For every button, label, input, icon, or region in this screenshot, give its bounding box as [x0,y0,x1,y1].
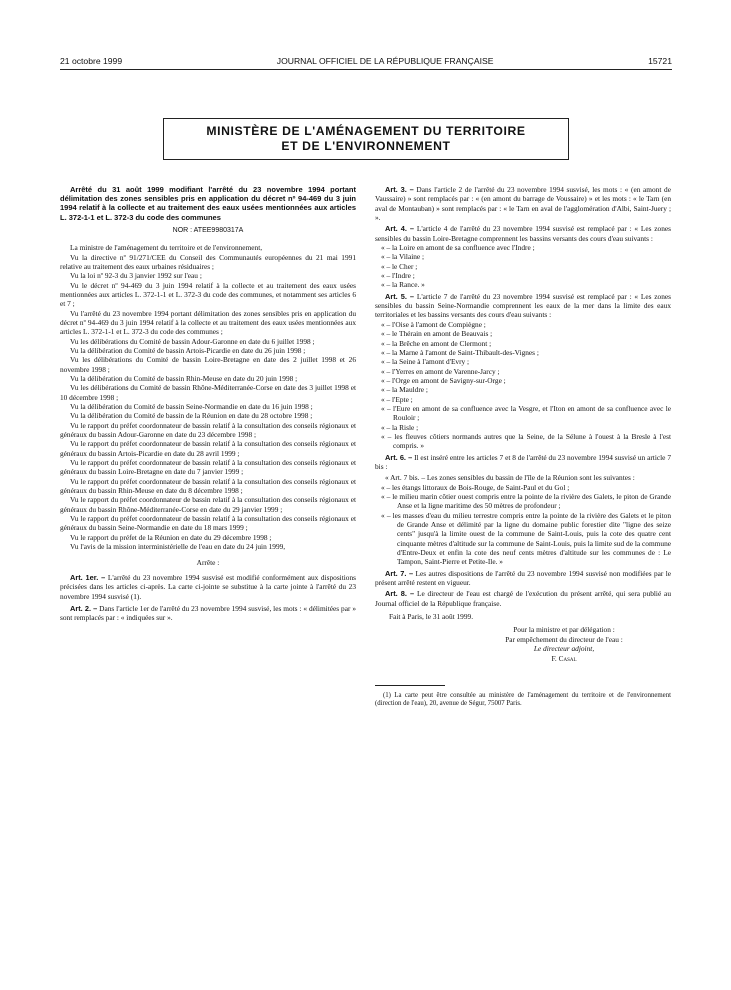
visa-paragraph: La ministre de l'aménagement du territoire et de l'environnement, [70,243,263,253]
list-item: « – l'Yerres en amont de Varenne-Jarcy ; [381,366,500,376]
article-3-text: Dans l'article 2 de l'arrêté du 23 novembre 1994 susvisé, les mots : « (en amont de Vaussaire) » sont remplacés par : « (en amont du barrage de Voussaire) » et les mots : « le Tarn (en aval de Montauban) » sont remplacés par : « le Tarn en aval de l'agglomération d'Albi, Saint-Juery ; ». [375,185,671,223]
article-2-label: Art. 2. – [70,603,98,613]
signature-block [375,625,671,662]
article-6 [375,453,671,472]
list-item: « – les fleuves côtiers normands autres que la Seine, de la Sélune à l'ouest à la Bresle à l'est compris. » [381,431,671,451]
list-item: « – la Rance. » [381,280,425,290]
visa-paragraph: Vu le rapport du préfet coordonnateur de bassin relatif à la consultation des conseils régionaux et généraux du bassin Rhône-Méditerranée-Corse en date du 29 janvier 1999 ; [60,495,356,514]
decree-title: Arrêté du 31 août 1999 modifiant l'arrêté du 23 novembre 1994 portant délimitation des zones sensibles pris en application du décret nº 94-469 du 3 juin 1994 relatif à la collecte et au traitement des eaux usées mentionnées aux articles L. 372-1-1 et L. 372-3 du code des communes [60,185,356,222]
signature-place-date: Fait à Paris, le 31 août 1999. [389,612,474,622]
article-7-text: Les autres dispositions de l'arrêté du 23 novembre 1994 susvisé non modifiées par le présent arrêté restent en vigueur. [375,568,671,588]
signature-line-2: Par empêchement du directeur de l'eau : [505,634,623,644]
list-item: « – la Risle ; [381,422,419,432]
visa-paragraph: Vu la délibération du Comité de bassin Seine-Normandie en date du 16 juin 1998 ; [70,402,313,411]
visa-paragraph: Vu le rapport du préfet de la Réunion en date du 29 décembre 1998 ; [70,532,272,542]
right-column [375,185,671,709]
list-item: « – la Mauldre ; [381,385,428,395]
visa-paragraph: Vu la délibération du Comité de bassin Rhin-Meuse en date du 20 juin 1998 ; [70,373,298,383]
article-5-label: Art. 5. – [385,291,415,301]
list-item: « – l'Eure en amont de sa confluence avec la Vesgre, et l'Iton en amont de sa confluence avec le Rouloir ; [381,403,671,423]
ministry-line-1: MINISTÈRE DE L'AMÉNAGEMENT DU TERRITOIRE [206,124,526,138]
header-rule [60,69,672,70]
list-item: « – l'Epte ; [381,394,413,404]
list-item: « – l'Indre ; [381,271,415,281]
list-item: « – l'Oise à l'amont de Compiègne ; [381,319,486,329]
signature-line-1: Pour la ministre et par délégation : [513,625,615,635]
article-5 [375,292,671,320]
article-4-label: Art. 4. – [385,224,415,234]
visa-paragraph: Vu les délibérations du Comité de bassin Loire-Bretagne en date des 2 juillet 1998 et 26 novembre 1998 ; [60,355,356,374]
visa-paragraph: Vu la directive nº 91/271/CEE du Conseil des Communautés européennes du 21 mai 1991 relative au traitement des eaux urbaines résiduaires ; [60,252,356,271]
article-4 [375,224,671,243]
article-2 [60,604,356,623]
visa-paragraph: Vu la loi nº 92-3 du 3 janvier 1992 sur l'eau ; [70,271,202,281]
list-item: « – la Loire en amont de sa confluence avec l'Indre ; [381,243,535,253]
article-6-label: Art. 6. – [385,452,413,462]
list-item: « – l'Orge en amont de Savigny-sur-Orge ; [381,375,506,385]
footnote: (1) La carte peut être consultée au ministère de l'aménagement du territoire et de l'environnement (direction de l'eau), 20, avenue de Ségur, 75007 Paris. [375,691,671,708]
article-7bis-intro: « Art. 7 bis. – Les zones sensibles du bassin de l'île de la Réunion sont les suivantes : [385,473,635,483]
list-item: « – la Seine à l'amont d'Evry ; [381,357,470,367]
header-journal: JOURNAL OFFICIEL DE LA RÉPUBLIQUE FRANÇAISE [276,56,494,66]
visa-paragraph: Vu la délibération du Comité de bassin de la Réunion en date du 28 octobre 1998 ; [70,411,313,421]
list-item: « – le milieu marin côtier ouest compris entre la pointe de la rivière des Galets, le piton de Grande Anse et la ligne maritime des 50 mètres de profondeur ; [381,492,671,511]
list-item: « – la Marne à l'amont de Saint-Thibault-des-Vignes ; [381,347,539,357]
article-6-text: Il est inséré entre les articles 7 et 8 de l'arrêté du 23 novembre 1994 susvisé un article 7 bis : [375,452,671,471]
visa-paragraph: Vu le rapport du préfet coordonnateur de bassin relatif à la consultation des conseils régionaux et généraux du bassin Rhin-Meuse en date du 8 décembre 1998 ; [60,476,356,496]
article-7 [375,569,671,588]
header-date: 21 octobre 1999 [60,56,123,66]
article-8 [375,589,671,608]
ministry-line-2: ET DE L'ENVIRONNEMENT [281,139,451,153]
article-4-text: L'article 4 de l'arrêté du 23 novembre 1994 susvisé est remplacé par : « Les zones sensibles du bassin Loire-Bretagne comprennent les bassins versants des cours d'eau suivants : [375,224,671,243]
visa-paragraph: Vu les délibérations du Comité de bassin Adour-Garonne en date du 6 juillet 1998 ; [70,336,315,346]
list-item: « – les masses d'eau du milieu terrestre compris entre la pointe de la rivière des Galets et le piton de Grande Anse et délimité par la ligne du domaine public forestier dite "ligne des seize cents" jusqu'à la limite ouest de la commune de Saint-Louis, puis la cote des quatre cent cinquante mètres d'altitude sur la commune de Saint-Louis, puis la limite sud de la commune d'Entre-Deux et enfin la cote des neuf cents mètres d'altitude sur les communes de : Le Tampon, Saint-Pierre et Petite-Ile. » [381,510,671,567]
article-8-label: Art. 8. – [385,589,415,599]
visa-paragraph: Vu le rapport du préfet coordonnateur de bassin relatif à la consultation des conseils régionaux et généraux du bassin Adour-Garonne en date du 23 décembre 1998 ; [60,420,356,440]
visa-paragraph: Vu le rapport du préfet coordonnateur de bassin relatif à la consultation des conseils régionaux et généraux du bassin Loire-Bretagne en date du 7 janvier 1999 ; [60,458,356,477]
article-2-text: Dans l'article 1er de l'arrêté du 23 novembre 1994 susvisé, les mots : « délimitées par » sont remplacés par : « indiquées sur ». [60,603,356,623]
ministry-box [163,118,569,160]
visa-paragraph: Vu les délibérations du Comité de bassin Rhône-Méditerranée-Corse en date des 3 juillet 1998 et 10 décembre 1998 ; [60,383,356,402]
signatory-name: F. Casal [551,653,577,663]
visa-paragraph: Vu l'avis de la mission interministérielle de l'eau en date du 24 juin 1999, [70,542,286,552]
arrete-heading: Arrête : [196,557,220,567]
article-7-label: Art. 7. – [385,568,414,578]
page-header [60,56,672,66]
article-8-text: Le directeur de l'eau est chargé de l'exécution du présent arrêté, qui sera publié au Journal officiel de la République française. [375,589,671,608]
header-page-number: 15721 [648,56,672,66]
article-3-label: Art. 3. – [385,185,414,194]
article-1 [60,573,356,601]
signature-line-3: Le directeur adjoint, [533,644,595,654]
visa-paragraph: Vu le rapport du préfet coordonnateur de bassin relatif à la consultation des conseils régionaux et généraux du bassin Seine-Normandie en date du 18 mars 1999 ; [60,514,356,533]
article-1-text: L'arrêté du 23 novembre 1994 susvisé est modifié conformément aux dispositions précisées dans les articles ci-après. La carte ci-jointe se substitue à la carte jointe à l'arrêté du 23 novembre 1994 susvisé (1). [60,572,357,601]
article-5-list [375,320,671,451]
visa-paragraph: Vu la délibération du Comité de bassin Artois-Picardie en date du 26 juin 1998 ; [70,345,306,355]
visas-list [60,243,356,551]
article-1-label: Art. 1er. – [70,572,106,582]
list-item: « – le Thérain en amont de Beauvais ; [381,329,493,339]
nor-reference: NOR : ATEE9980317A [172,226,244,234]
list-item: « – le Cher ; [381,261,418,271]
list-item: « – la Vilaine ; [381,252,425,262]
list-item: « – la Brêche en amont de Clermont ; [381,338,492,348]
article-4-list [375,243,671,290]
visa-paragraph: Vu le rapport du préfet coordonnateur de bassin relatif à la consultation des conseils régionaux et généraux du bassin Artois-Picardie en date du 28 avril 1999 ; [60,439,356,458]
left-column [60,185,356,623]
visa-paragraph: Vu l'arrêté du 23 novembre 1994 portant délimitation des zones sensibles pris en application du décret nº 94-469 du 3 juin 1994 relatif à la collecte et au traitement des eaux usées mentionnées aux articles L. 372-1-1 et L. 372-3 du code des communes ; [60,308,356,337]
article-3 [375,185,671,222]
article-5-text: L'article 7 de l'arrêté du 23 novembre 1994 susvisé est remplacé par : « Les zones sensibles du bassin Seine-Normandie comprennent les eaux de la mer dans la limite des eaux territoriales et les bassins versants des cours d'eau suivants : [375,291,671,320]
article-7bis-list [375,483,671,567]
visa-paragraph: Vu le décret nº 94-469 du 3 juin 1994 relatif à la collecte et au traitement des eaux usées mentionnées aux articles L. 372-1-1 et L. 372-3 du code des communes, et notamment ses articles 6 et 7 ; [60,280,356,309]
footnote-rule [375,685,445,686]
list-item: « – les étangs littoraux de Bois-Rouge, de Saint-Paul et du Gol ; [381,482,570,492]
